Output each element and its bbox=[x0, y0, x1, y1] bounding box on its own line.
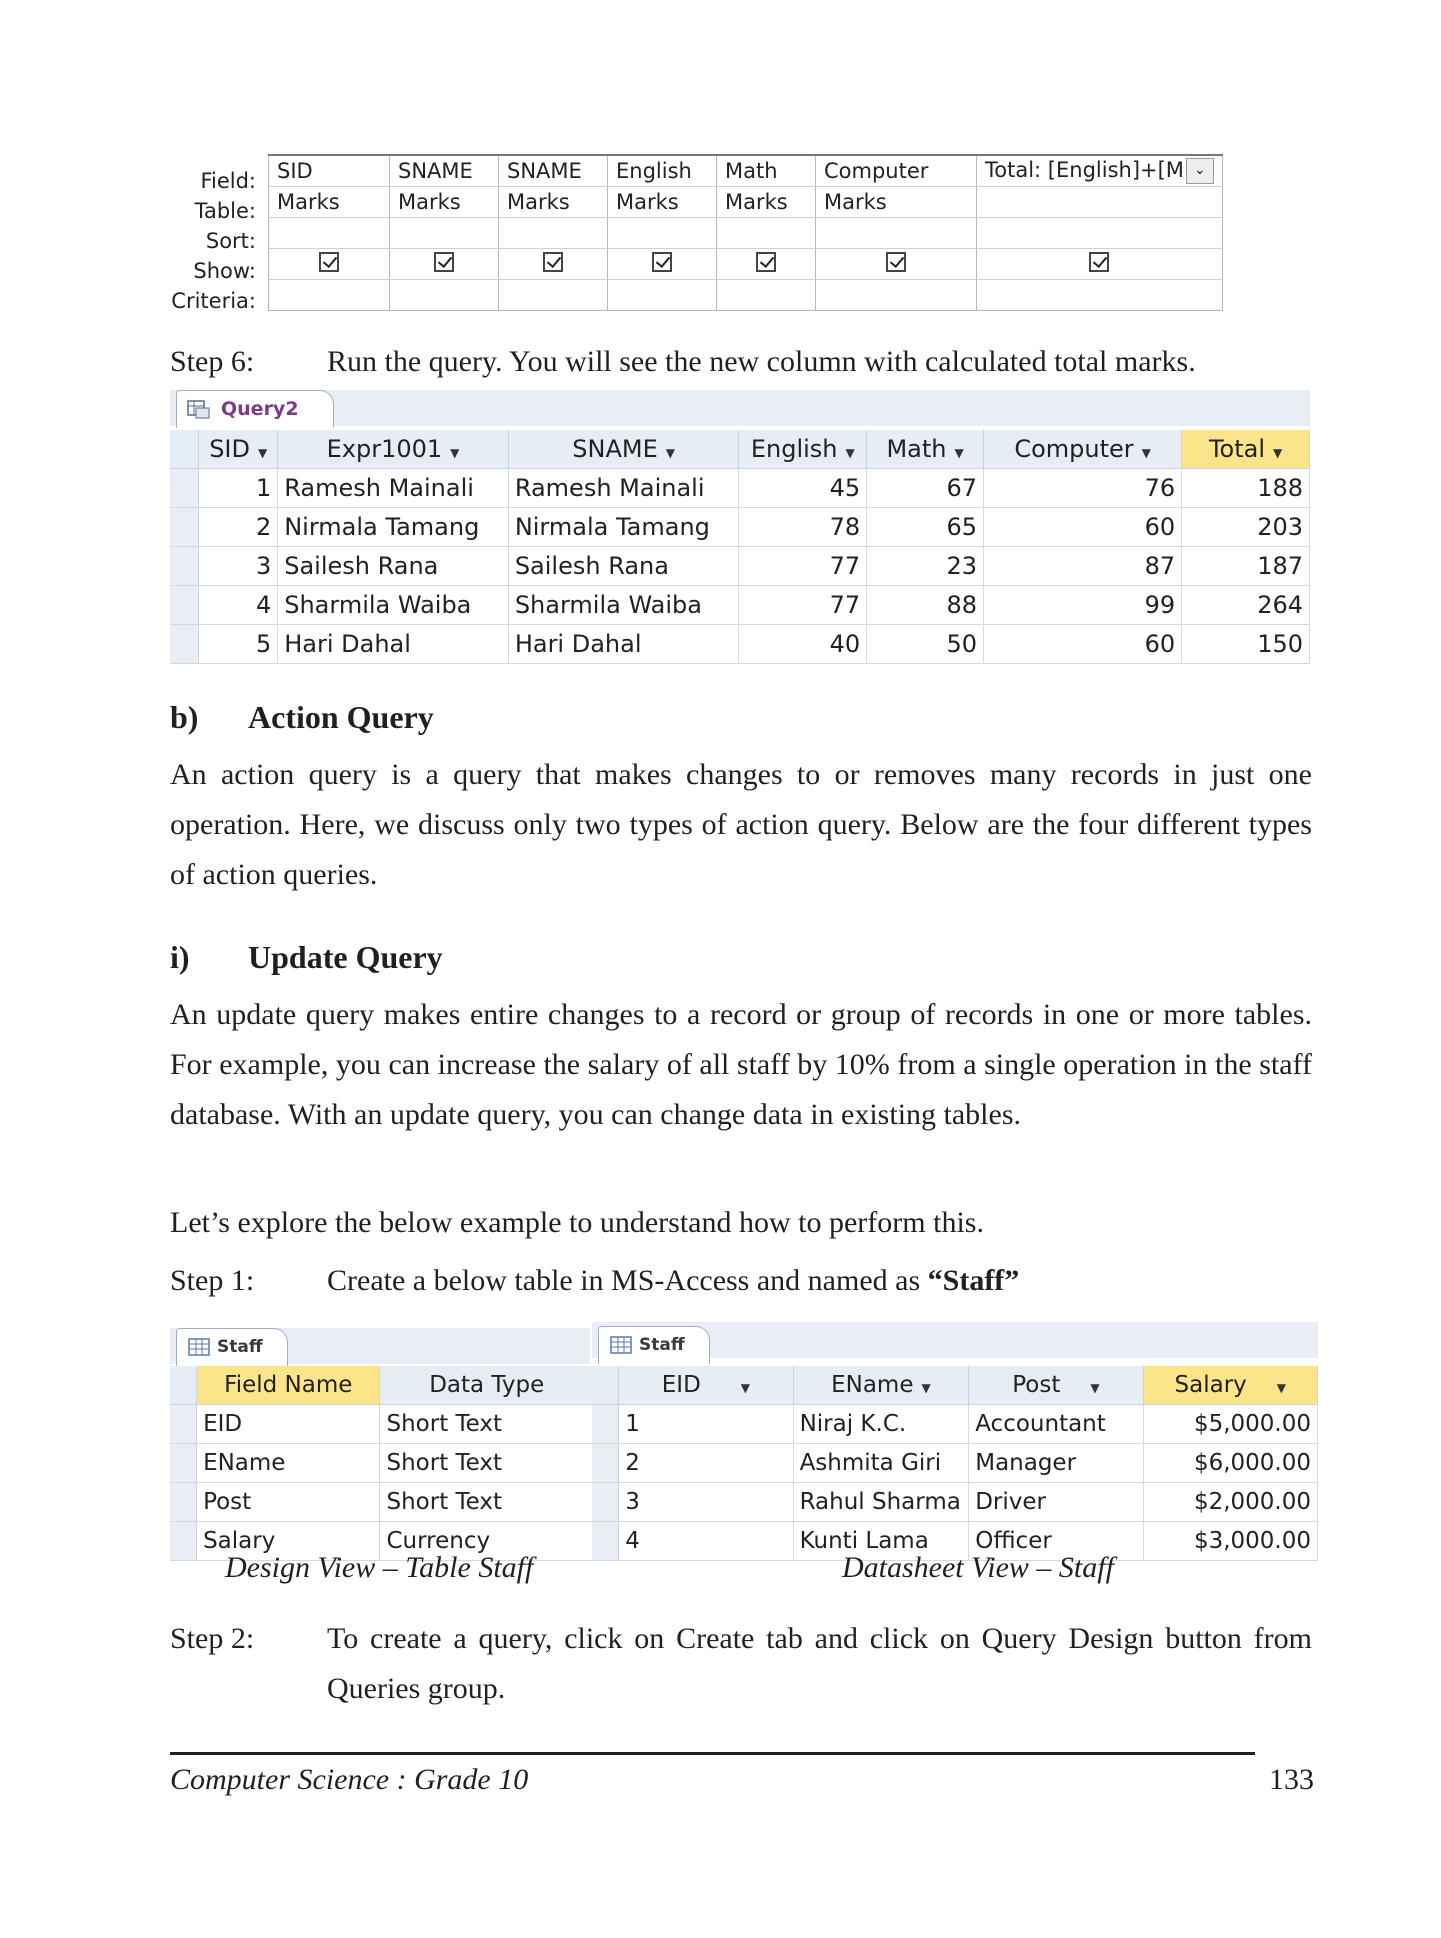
table-cell[interactable]: 1 bbox=[619, 1405, 793, 1444]
table-cell[interactable]: Rahul Sharma bbox=[793, 1483, 969, 1522]
qbe-field-cell[interactable]: SID bbox=[269, 155, 390, 187]
header-label: Expr1001 bbox=[326, 435, 443, 463]
table-cell[interactable]: 60 bbox=[984, 625, 1182, 664]
qbe-sort-cell[interactable] bbox=[717, 218, 816, 249]
qbe-total-expression: Total: [English]+[M bbox=[985, 158, 1184, 182]
table-cell[interactable]: Hari Dahal bbox=[508, 625, 739, 664]
qbe-table-cell[interactable]: Marks bbox=[608, 187, 717, 218]
qbe-table-cell[interactable]: Marks bbox=[269, 187, 390, 218]
table-cell[interactable]: 65 bbox=[867, 508, 984, 547]
step-label: Step 2: bbox=[170, 1622, 255, 1655]
section-heading-update-query bbox=[170, 932, 1070, 982]
qbe-table bbox=[268, 154, 1223, 311]
query-icon bbox=[187, 399, 211, 419]
table-cell[interactable]: Hari Dahal bbox=[278, 625, 509, 664]
paragraph-action-query: An action query is a query that makes changes to or removes many records in just one operation. Here, we discuss only two types of action query. Below are the four different types of action queries. bbox=[170, 758, 1312, 891]
select-all-corner[interactable] bbox=[170, 1366, 197, 1405]
column-header-english[interactable] bbox=[739, 430, 867, 469]
table-icon bbox=[609, 1335, 633, 1355]
table-cell[interactable]: 264 bbox=[1182, 586, 1310, 625]
dropdown-arrow-icon[interactable]: ▼ bbox=[1090, 1381, 1100, 1395]
header-label: Post bbox=[1012, 1372, 1061, 1398]
column-header-total[interactable] bbox=[1182, 430, 1310, 469]
table-row[interactable] bbox=[170, 1483, 594, 1522]
table-cell[interactable]: Sailesh Rana bbox=[278, 547, 509, 586]
table-cell[interactable]: Sailesh Rana bbox=[508, 547, 739, 586]
qbe-field-cell[interactable]: English bbox=[608, 155, 717, 187]
table-row[interactable] bbox=[592, 1444, 1318, 1483]
caption-design-view: Design View – Table Staff bbox=[225, 1551, 534, 1584]
header-label: Math bbox=[886, 435, 947, 463]
show-checkbox[interactable] bbox=[652, 252, 672, 272]
table-cell[interactable]: 203 bbox=[1182, 508, 1310, 547]
table-cell[interactable]: 40 bbox=[739, 625, 867, 664]
table-cell[interactable]: 4 bbox=[619, 1522, 793, 1561]
table-cell[interactable]: 76 bbox=[984, 469, 1182, 508]
table-cell[interactable]: EID bbox=[197, 1405, 380, 1444]
column-header-expr1001[interactable] bbox=[278, 430, 509, 469]
table-cell[interactable]: 2 bbox=[199, 508, 278, 547]
table-cell[interactable]: Ramesh Mainali bbox=[278, 469, 509, 508]
caption-datasheet-view: Datasheet View – Staff bbox=[842, 1551, 1114, 1584]
header-label: Computer bbox=[1014, 435, 1134, 463]
table-cell[interactable]: Kunti Lama bbox=[793, 1522, 969, 1561]
header-label: EID bbox=[661, 1372, 701, 1398]
record-selector[interactable] bbox=[170, 469, 199, 508]
column-header-math[interactable] bbox=[867, 430, 984, 469]
tab-label: Staff bbox=[217, 1337, 263, 1357]
show-checkbox[interactable] bbox=[319, 252, 339, 272]
table-cell[interactable]: Short Text bbox=[380, 1444, 594, 1483]
table-cell[interactable]: 45 bbox=[739, 469, 867, 508]
table-row[interactable] bbox=[592, 1405, 1318, 1444]
step-text bbox=[327, 1256, 1247, 1306]
dropdown-arrow-icon[interactable]: ▼ bbox=[845, 446, 855, 460]
tab-staff-datasheet[interactable] bbox=[598, 1326, 710, 1364]
record-selector[interactable] bbox=[170, 1483, 197, 1522]
qbe-criteria-cell[interactable] bbox=[269, 280, 390, 311]
table-cell[interactable]: Short Text bbox=[380, 1483, 594, 1522]
qbe-sort-cell[interactable] bbox=[499, 218, 608, 249]
step-text-plain: Create a below table in MS-Access and named as bbox=[327, 1264, 928, 1297]
table-row[interactable] bbox=[170, 508, 1310, 547]
table-cell[interactable]: 187 bbox=[1182, 547, 1310, 586]
header-label: English bbox=[750, 435, 838, 463]
column-header-salary[interactable] bbox=[1143, 1366, 1317, 1405]
step-label: Step 6: bbox=[170, 345, 255, 378]
step-1 bbox=[170, 1256, 1310, 1306]
column-header-field-name[interactable]: Field Name bbox=[197, 1366, 380, 1405]
qbe-table-cell[interactable]: Marks bbox=[816, 187, 977, 218]
table-cell[interactable]: 60 bbox=[984, 508, 1182, 547]
paragraph-explore: Let’s explore the below example to understand how to perform this. bbox=[170, 1206, 984, 1239]
column-header-sid[interactable] bbox=[199, 430, 278, 469]
record-selector[interactable] bbox=[170, 1405, 197, 1444]
qbe-label-criteria: Criteria: bbox=[171, 289, 256, 313]
qbe-field-cell[interactable]: Computer bbox=[816, 155, 977, 187]
section-heading-action-query bbox=[170, 692, 1070, 742]
column-header-ename[interactable] bbox=[793, 1366, 969, 1405]
dropdown-arrow-icon[interactable]: ▼ bbox=[921, 1381, 931, 1395]
qbe-table-cell[interactable]: Marks bbox=[499, 187, 608, 218]
dropdown-arrow-icon[interactable]: ▼ bbox=[450, 446, 460, 460]
table-cell[interactable]: Manager bbox=[969, 1444, 1143, 1483]
table-cell[interactable]: Salary bbox=[197, 1522, 380, 1561]
table-cell[interactable]: $2,000.00 bbox=[1143, 1483, 1317, 1522]
record-selector[interactable] bbox=[592, 1444, 619, 1483]
table-cell[interactable]: Sharmila Waiba bbox=[278, 586, 509, 625]
footer-book-title: Computer Science : Grade 10 bbox=[170, 1763, 529, 1796]
table-cell[interactable]: 88 bbox=[867, 586, 984, 625]
table-row[interactable] bbox=[170, 625, 1310, 664]
tab-staff-design[interactable] bbox=[176, 1328, 288, 1366]
table-cell[interactable]: Ramesh Mainali bbox=[508, 469, 739, 508]
table-cell[interactable]: 3 bbox=[619, 1483, 793, 1522]
table-cell[interactable]: 150 bbox=[1182, 625, 1310, 664]
table-cell[interactable]: 77 bbox=[739, 586, 867, 625]
column-header-sname[interactable] bbox=[508, 430, 739, 469]
record-selector[interactable] bbox=[592, 1405, 619, 1444]
table-cell[interactable]: 50 bbox=[867, 625, 984, 664]
table-cell[interactable]: 99 bbox=[984, 586, 1182, 625]
dropdown-arrow-icon[interactable]: ▼ bbox=[665, 446, 675, 460]
qbe-criteria-cell[interactable] bbox=[816, 280, 977, 311]
table-row[interactable] bbox=[170, 1405, 594, 1444]
step-2 bbox=[170, 1614, 1312, 1714]
table-row[interactable] bbox=[170, 1444, 594, 1483]
table-row[interactable] bbox=[170, 586, 1310, 625]
table-cell[interactable]: Sharmila Waiba bbox=[508, 586, 739, 625]
qbe-sort-cell[interactable] bbox=[816, 218, 977, 249]
record-selector[interactable] bbox=[170, 1522, 197, 1561]
header-label: EName bbox=[831, 1372, 914, 1398]
query-design-grid bbox=[156, 152, 1306, 322]
chevron-down-icon[interactable]: ⌄ bbox=[1186, 158, 1214, 184]
qbe-table-cell[interactable] bbox=[977, 187, 1223, 218]
show-checkbox[interactable] bbox=[1089, 252, 1109, 272]
tab-label: Staff bbox=[639, 1335, 685, 1355]
table-cell[interactable]: 77 bbox=[739, 547, 867, 586]
table-cell[interactable]: Niraj K.C. bbox=[793, 1405, 969, 1444]
qbe-criteria-cell[interactable] bbox=[499, 280, 608, 311]
qbe-field-cell-total[interactable] bbox=[977, 155, 1223, 187]
table-cell[interactable]: EName bbox=[197, 1444, 380, 1483]
show-checkbox[interactable] bbox=[886, 252, 906, 272]
section-title: Update Query bbox=[248, 939, 443, 975]
page-number: 133 bbox=[1269, 1763, 1314, 1796]
record-selector[interactable] bbox=[592, 1522, 619, 1561]
qbe-field-cell[interactable]: Math bbox=[717, 155, 816, 187]
qbe-sort-cell[interactable] bbox=[269, 218, 390, 249]
dropdown-arrow-icon[interactable]: ▼ bbox=[1141, 446, 1151, 460]
show-checkbox[interactable] bbox=[434, 252, 454, 272]
table-row[interactable] bbox=[170, 547, 1310, 586]
section-number: i) bbox=[170, 939, 190, 975]
header-label: SNAME bbox=[572, 435, 658, 463]
qbe-criteria-cell[interactable] bbox=[608, 280, 717, 311]
record-selector[interactable] bbox=[170, 508, 199, 547]
table-cell[interactable]: Short Text bbox=[380, 1405, 594, 1444]
table-cell[interactable]: 78 bbox=[739, 508, 867, 547]
step-text: Run the query. You will see the new column with calculated total marks. bbox=[327, 345, 1196, 378]
step-text: To create a query, click on Create tab and click on Query Design button from Queries group. bbox=[327, 1622, 1312, 1705]
show-checkbox[interactable] bbox=[543, 252, 563, 272]
table-cell[interactable]: 188 bbox=[1182, 469, 1310, 508]
table-cell[interactable]: $3,000.00 bbox=[1143, 1522, 1317, 1561]
table-row[interactable] bbox=[592, 1483, 1318, 1522]
record-selector[interactable] bbox=[170, 586, 199, 625]
tab-query2[interactable] bbox=[176, 390, 334, 428]
table-cell[interactable]: 3 bbox=[199, 547, 278, 586]
dropdown-arrow-icon[interactable]: ▼ bbox=[1276, 1381, 1287, 1395]
qbe-table-cell[interactable]: Marks bbox=[717, 187, 816, 218]
qbe-criteria-cell[interactable] bbox=[977, 280, 1223, 311]
dropdown-arrow-icon[interactable]: ▼ bbox=[257, 446, 268, 460]
select-all-corner[interactable] bbox=[592, 1366, 619, 1405]
qbe-row-labels bbox=[156, 166, 256, 316]
design-view-grid bbox=[170, 1366, 594, 1561]
table-cell[interactable]: 87 bbox=[984, 547, 1182, 586]
footer-rule bbox=[170, 1752, 1255, 1755]
section-number: b) bbox=[170, 699, 199, 735]
header-label: SID bbox=[209, 435, 250, 463]
table-cell[interactable]: Post bbox=[197, 1483, 380, 1522]
table-cell[interactable]: Currency bbox=[380, 1522, 594, 1561]
qbe-label-sort: Sort: bbox=[205, 229, 256, 253]
column-header-computer[interactable] bbox=[984, 430, 1182, 469]
qbe-sort-cell[interactable] bbox=[390, 218, 499, 249]
paragraph-update-query: An update query makes entire changes to a record or group of records in one or more tables. For example, you can increase the salary of all staff by 10% from a single operation in the staff database. With an update query, you can change data in existing tables. bbox=[170, 998, 1312, 1131]
record-selector[interactable] bbox=[170, 547, 199, 586]
table-cell[interactable]: $6,000.00 bbox=[1143, 1444, 1317, 1483]
table-cell[interactable]: 1 bbox=[199, 469, 278, 508]
table-cell[interactable]: Ashmita Giri bbox=[793, 1444, 969, 1483]
step-label: Step 1: bbox=[170, 1264, 255, 1297]
record-selector[interactable] bbox=[170, 625, 199, 664]
table-cell[interactable]: Accountant bbox=[969, 1405, 1143, 1444]
qbe-sort-cell[interactable] bbox=[977, 218, 1223, 249]
table-cell[interactable]: Officer bbox=[969, 1522, 1143, 1561]
dropdown-arrow-icon[interactable]: ▼ bbox=[1273, 446, 1283, 460]
qbe-label-table: Table: bbox=[194, 199, 256, 223]
show-checkbox[interactable] bbox=[756, 252, 776, 272]
qbe-criteria-cell[interactable] bbox=[390, 280, 499, 311]
step-6 bbox=[170, 337, 1310, 387]
qbe-field-cell[interactable]: SNAME bbox=[390, 155, 499, 187]
design-view-tab-bar bbox=[170, 1328, 590, 1364]
qbe-field-cell[interactable]: SNAME bbox=[499, 155, 608, 187]
table-cell[interactable]: $5,000.00 bbox=[1143, 1405, 1317, 1444]
table-cell[interactable]: 23 bbox=[867, 547, 984, 586]
qbe-sort-cell[interactable] bbox=[608, 218, 717, 249]
table-cell[interactable]: 4 bbox=[199, 586, 278, 625]
step-text-bold: “Staff” bbox=[927, 1264, 1020, 1297]
tab-label: Query2 bbox=[221, 398, 299, 420]
table-cell[interactable]: Driver bbox=[969, 1483, 1143, 1522]
table-cell[interactable]: 2 bbox=[619, 1444, 793, 1483]
table-cell[interactable]: Nirmala Tamang bbox=[508, 508, 739, 547]
column-header-data-type[interactable]: Data Type bbox=[380, 1366, 594, 1405]
table-icon bbox=[187, 1337, 211, 1357]
qbe-label-field: Field: bbox=[200, 169, 256, 193]
query2-tab-bar bbox=[170, 390, 1310, 426]
column-header-post[interactable] bbox=[969, 1366, 1143, 1405]
datasheet-view-tab-bar bbox=[592, 1322, 1318, 1358]
select-all-corner[interactable] bbox=[170, 430, 199, 469]
qbe-criteria-cell[interactable] bbox=[717, 280, 816, 311]
qbe-table-cell[interactable]: Marks bbox=[390, 187, 499, 218]
section-title: Action Query bbox=[248, 699, 434, 735]
record-selector[interactable] bbox=[170, 1444, 197, 1483]
header-label: Salary bbox=[1174, 1372, 1247, 1398]
table-cell[interactable]: 5 bbox=[199, 625, 278, 664]
record-selector[interactable] bbox=[592, 1483, 619, 1522]
dropdown-arrow-icon[interactable]: ▼ bbox=[954, 446, 964, 460]
table-cell[interactable]: Nirmala Tamang bbox=[278, 508, 509, 547]
qbe-label-show: Show: bbox=[193, 259, 256, 283]
query2-datasheet bbox=[170, 430, 1310, 664]
datasheet-view-grid bbox=[592, 1366, 1318, 1561]
column-header-eid[interactable] bbox=[619, 1366, 793, 1405]
header-label: Total bbox=[1208, 435, 1266, 463]
table-row[interactable] bbox=[170, 469, 1310, 508]
table-cell[interactable]: 67 bbox=[867, 469, 984, 508]
dropdown-arrow-icon[interactable]: ▼ bbox=[740, 1381, 751, 1395]
